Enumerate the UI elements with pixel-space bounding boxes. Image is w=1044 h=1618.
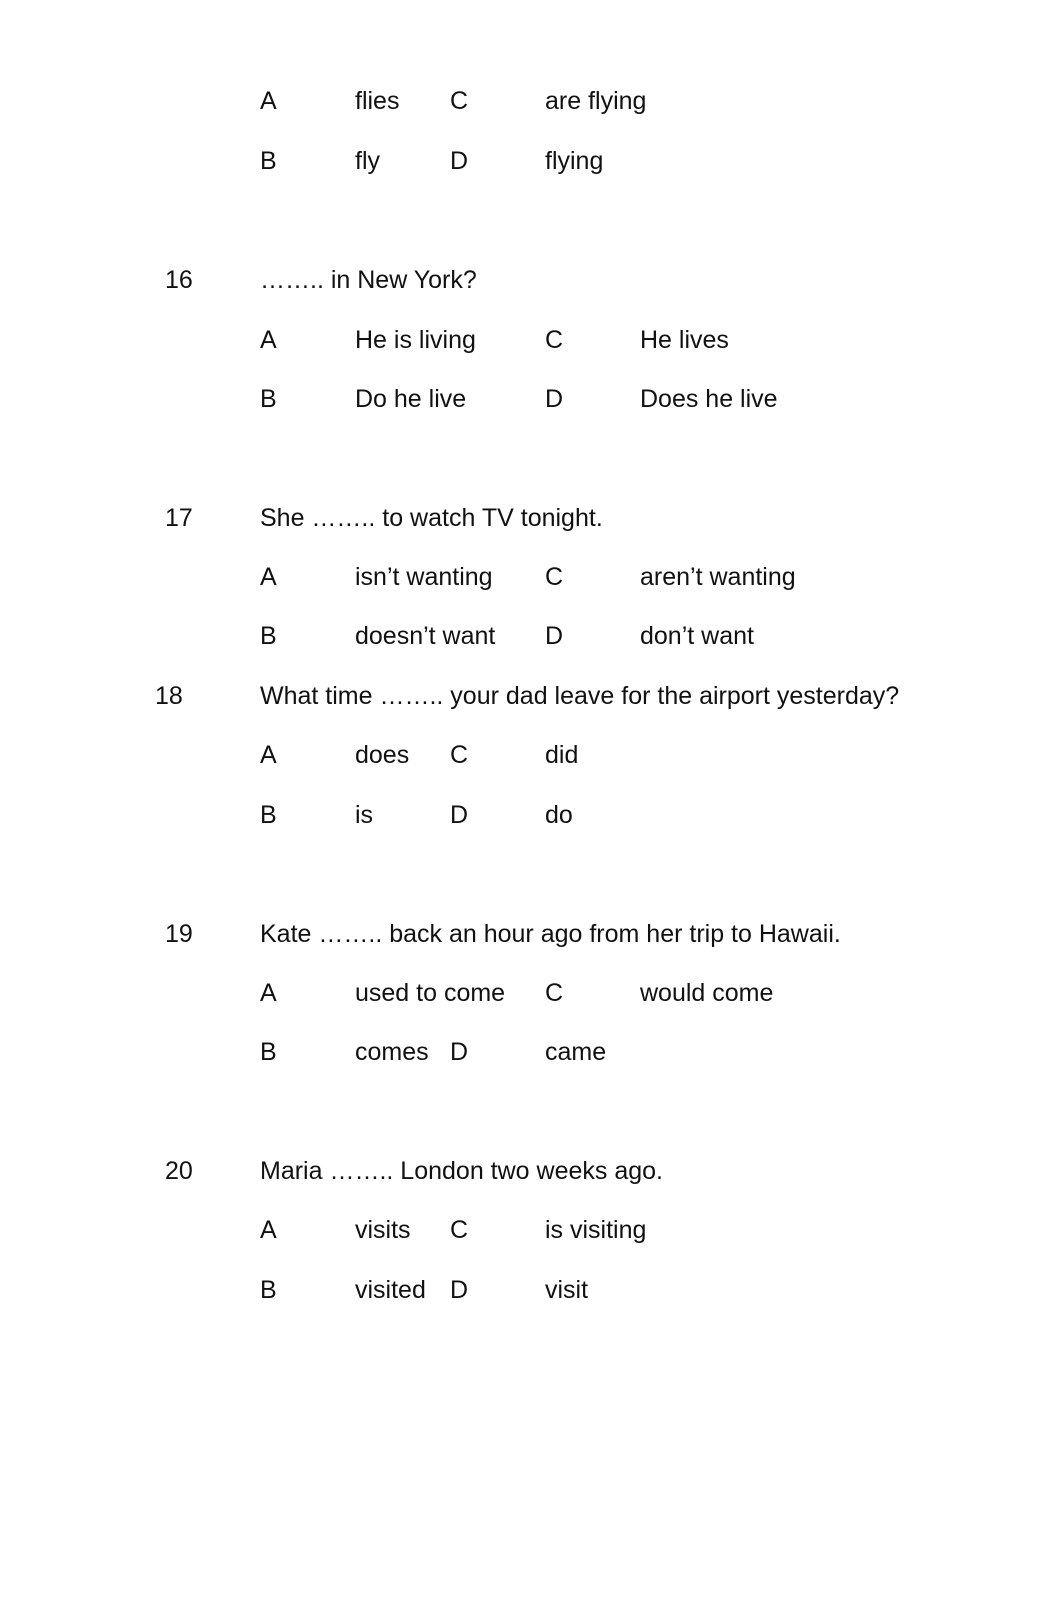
option-text-c: did xyxy=(545,741,579,769)
option-text-d: don’t want xyxy=(640,622,754,650)
question-stem: …….. in New York? xyxy=(260,266,477,294)
option-letter-c: C xyxy=(545,979,564,1007)
option-text-a: used to come xyxy=(355,979,506,1007)
question-number: 16 xyxy=(165,266,193,294)
question-number: 18 xyxy=(155,682,183,710)
option-text-b: doesn’t want xyxy=(355,622,496,650)
option-text-a: He is living xyxy=(355,326,476,354)
option-text-b: comes xyxy=(355,1038,429,1066)
question-stem: She …….. to watch TV tonight. xyxy=(260,504,603,532)
option-letter-b: B xyxy=(260,1276,277,1304)
option-text-c: are flying xyxy=(545,87,647,115)
option-text-d: visit xyxy=(545,1276,589,1304)
option-text-c: aren’t wanting xyxy=(640,563,796,591)
option-letter-a: A xyxy=(260,979,277,1007)
option-text-d: Does he live xyxy=(640,385,778,413)
option-letter-d: D xyxy=(545,622,564,650)
option-letter-b: B xyxy=(260,801,277,829)
option-letter-d: D xyxy=(450,1038,469,1066)
option-text-d: came xyxy=(545,1038,607,1066)
option-text-a: visits xyxy=(355,1216,411,1244)
option-text-c: is visiting xyxy=(545,1216,647,1244)
option-letter-d: D xyxy=(450,1276,469,1304)
question-stem: What time …….. your dad leave for the airport yesterday? xyxy=(260,682,900,710)
option-text-b: fly xyxy=(355,147,380,175)
option-text-a: isn’t wanting xyxy=(355,563,493,591)
option-letter-d: D xyxy=(545,385,564,413)
option-text-b: is xyxy=(355,801,374,829)
question-number: 19 xyxy=(165,920,193,948)
option-letter-a: A xyxy=(260,1216,277,1244)
question-number: 20 xyxy=(165,1157,193,1185)
option-text-b: Do he live xyxy=(355,385,467,413)
option-letter-b: B xyxy=(260,1038,277,1066)
option-letter-c: C xyxy=(450,741,469,769)
option-text-d: do xyxy=(545,801,573,829)
option-letter-b: B xyxy=(260,147,277,175)
option-text-d: flying xyxy=(545,147,604,175)
question-stem: Kate …….. back an hour ago from her trip to Hawaii. xyxy=(260,920,841,948)
option-text-b: visited xyxy=(355,1276,426,1304)
option-letter-c: C xyxy=(545,563,564,591)
option-text-c: would come xyxy=(640,979,774,1007)
option-letter-a: A xyxy=(260,741,277,769)
question-number: 17 xyxy=(165,504,193,532)
option-letter-d: D xyxy=(450,801,469,829)
option-letter-a: A xyxy=(260,87,277,115)
option-text-a: does xyxy=(355,741,410,769)
option-letter-d: D xyxy=(450,147,469,175)
option-letter-a: A xyxy=(260,326,277,354)
option-letter-c: C xyxy=(450,1216,469,1244)
option-letter-c: C xyxy=(545,326,564,354)
option-letter-b: B xyxy=(260,622,277,650)
option-letter-c: C xyxy=(450,87,469,115)
option-text-c: He lives xyxy=(640,326,729,354)
option-text-a: flies xyxy=(355,87,400,115)
option-letter-a: A xyxy=(260,563,277,591)
option-letter-b: B xyxy=(260,385,277,413)
question-stem: Maria …….. London two weeks ago. xyxy=(260,1157,663,1185)
